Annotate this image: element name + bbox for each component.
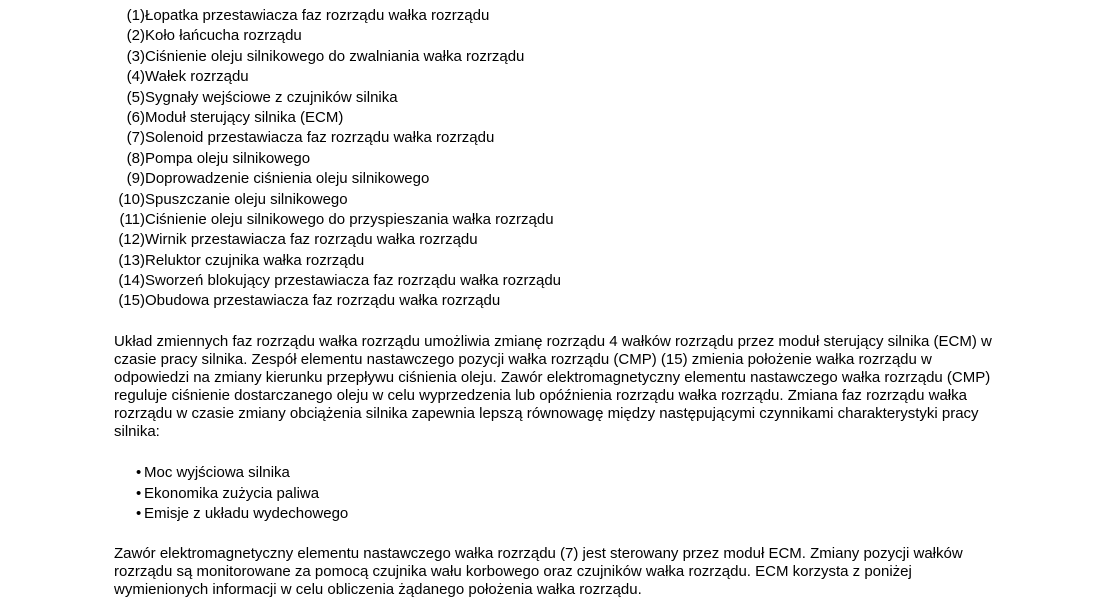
legend-number: (6) bbox=[126, 108, 145, 126]
legend-item bbox=[112, 67, 561, 87]
legend-label: Ciśnienie oleju silnikowego do przyspieszania wałka rozrządu bbox=[145, 210, 554, 228]
legend-label: Spuszczanie oleju silnikowego bbox=[145, 190, 348, 208]
legend-number: (8) bbox=[126, 149, 145, 167]
legend-item bbox=[112, 251, 561, 271]
legend-item bbox=[112, 108, 561, 128]
bullet-text: Emisje z układu wydechowego bbox=[144, 505, 349, 522]
legend-item bbox=[112, 47, 561, 67]
bullet-item bbox=[136, 463, 348, 484]
legend-label: Moduł sterujący silnika (ECM) bbox=[145, 108, 344, 126]
legend-item bbox=[112, 230, 561, 250]
bullet-marker: • bbox=[136, 484, 142, 502]
legend-label: Wirnik przestawiacza faz rozrządu wałka rozrządu bbox=[145, 231, 478, 249]
legend-item bbox=[112, 271, 561, 291]
bullet-list bbox=[136, 463, 348, 525]
legend-label: Solenoid przestawiacza faz rozrządu wałka rozrządu bbox=[145, 129, 495, 147]
component-legend bbox=[112, 6, 561, 312]
legend-number: (3) bbox=[126, 47, 145, 65]
legend-label: Ciśnienie oleju silnikowego do zwalniania wałka rozrządu bbox=[145, 47, 525, 65]
control-paragraph: Zawór elektromagnetyczny elementu nastawczego wałka rozrządu (7) jest sterowany przez moduł ECM. Zmiany pozycji wałków rozrządu są monitorowane za pomocą czujnika wału korbowego oraz czujników wałka rozrządu. ECM korzysta z poniżej wymienionych informacji w celu obliczenia żądanego położenia wałka rozrządu. bbox=[114, 545, 963, 598]
legend-label: Reluktor czujnika wałka rozrządu bbox=[145, 251, 365, 269]
legend-number: (5) bbox=[126, 88, 145, 106]
bullet-text: Ekonomika zużycia paliwa bbox=[144, 484, 320, 502]
legend-number: (14) bbox=[118, 272, 145, 290]
bullet-marker: • bbox=[136, 464, 142, 481]
legend-label: Wałek rozrządu bbox=[145, 68, 249, 86]
legend-number: (9) bbox=[126, 170, 145, 188]
bullet-marker: • bbox=[136, 505, 142, 522]
legend-label: Pompa oleju silnikowego bbox=[145, 149, 311, 167]
legend-number: (4) bbox=[126, 68, 145, 86]
legend-item bbox=[112, 190, 561, 210]
legend-label: Koło łańcucha rozrządu bbox=[145, 27, 302, 45]
legend-label: Sygnały wejściowe z czujników silnika bbox=[145, 88, 398, 106]
legend-number: (1) bbox=[126, 7, 145, 24]
legend-number: (13) bbox=[118, 251, 145, 269]
legend-number: (15) bbox=[118, 292, 145, 310]
legend-item bbox=[112, 210, 561, 230]
legend-label: Obudowa przestawiacza faz rozrządu wałka rozrządu bbox=[145, 292, 501, 310]
legend-item bbox=[112, 26, 561, 46]
legend-number: (12) bbox=[118, 231, 145, 249]
bullet-item bbox=[136, 504, 348, 525]
legend-item bbox=[112, 149, 561, 169]
legend-number: (10) bbox=[118, 190, 145, 208]
bullet-item bbox=[136, 484, 348, 505]
legend-item bbox=[112, 88, 561, 108]
legend-item bbox=[112, 291, 561, 311]
legend-number: (11) bbox=[119, 210, 145, 228]
legend-label: Łopatka przestawiacza faz rozrządu wałka rozrządu bbox=[145, 7, 490, 24]
legend-item bbox=[112, 128, 561, 148]
legend-label: Sworzeń blokujący przestawiacza faz rozrządu wałka rozrządu bbox=[145, 272, 562, 290]
legend-label: Doprowadzenie ciśnienia oleju silnikowego bbox=[145, 170, 430, 188]
legend-item bbox=[112, 6, 561, 26]
legend-number: (7) bbox=[126, 129, 145, 147]
description-paragraph: Układ zmiennych faz rozrządu wałka rozrządu umożliwia zmianę rozrządu 4 wałków rozrządu przez moduł sterujący silnika (ECM) w czasie pracy silnika. Zespół elementu nastawczego pozycji wałka rozrządu (CMP) (15) zmienia położenie wałka rozrządu w odpowiedzi na zmiany kierunku przepływu ciśnienia oleju. Zawór elektromagnetyczny elementu nastawczego wałka rozrządu (CMP) reguluje ciśnienie dostarczanego oleju w celu wyprzedzenia lub opóźnienia rozrządu wałka rozrządu. Zmiana faz rozrządu wałka rozrządu w czasie zmiany obciążenia silnika zapewnia lepszą równowagę między następującymi czynnikami charakterystyki pracy silnika: bbox=[114, 333, 992, 440]
bullet-text: Moc wyjściowa silnika bbox=[144, 464, 290, 481]
legend-number: (2) bbox=[126, 27, 145, 45]
legend-item bbox=[112, 169, 561, 189]
